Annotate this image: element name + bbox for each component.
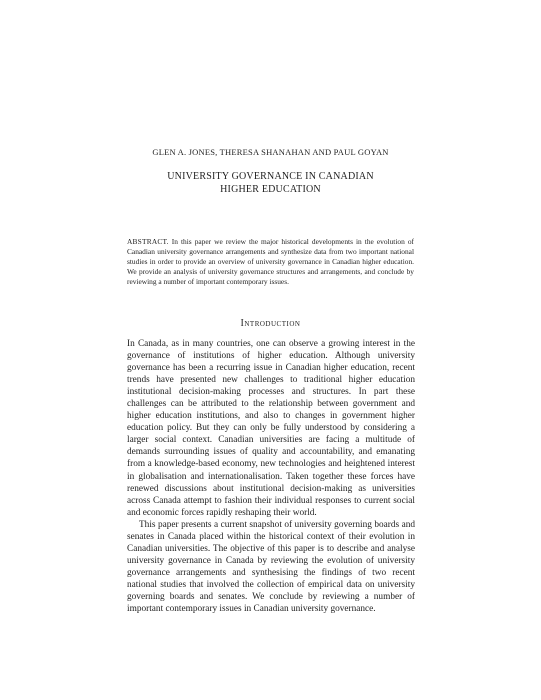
body-paragraph-2 [127, 519, 415, 615]
body-paragraph-1 [127, 338, 415, 519]
paper-title: UNIVERSITY GOVERNANCE IN CANADIAN HIGHER EDUCATION [167, 171, 374, 195]
abstract-label: ABSTRACT. [127, 237, 169, 246]
abstract-text: In this paper we review the major historical developments in the evolution of Canadian university governance arrangements and synthesize data from two important national studies in order to provide an overview of university governance in Canadian higher education. We provide an analysis of university governance structures and arrangements, and conclude by reviewing a number of important contemporary issues. [127, 237, 414, 286]
author-line: GLEN A. JONES, THERESA SHANAHAN AND PAUL GOYAN [152, 147, 389, 157]
paragraph-text: In Canada, as in many countries, one can observe a growing interest in the governance of institutions of higher education. Although university governance has been a recurring issue in Canadian higher education, recent trends have presented new challenges to traditional higher education institutional decision-making processes and structures. In part these challenges can be attributed to the relationship between government and higher education institutions, and also to changes in government higher education policy. But they can only be fully understood by considering a larger social context. Canadian universities are facing a multitude of demands surrounding issues of quality and accountability, and emanating from a knowledge-based economy, new technologies and heightened interest in globalisation and internationalisation. Taken together these forces have renewed discussions about institutional decision-making as universities across Canada attempt to fashion their individual responses to current social and economic forces rapidly reshaping their world. [127, 339, 415, 518]
section-heading: Introduction [240, 318, 301, 329]
abstract-block [127, 237, 414, 287]
paragraph-text: This paper presents a current snapshot of university governing boards and senates in Canada placed within the historical context of their evolution in Canadian universities. The objective of this paper is to describe and analyse university governance in Canada by reviewing the evolution of university governance arrangements and synthesising the findings of two recent national studies that involved the collection of empirical data on university governing boards and senates. We conclude by reviewing a number of important contemporary issues in Canadian university governance. [127, 520, 415, 615]
